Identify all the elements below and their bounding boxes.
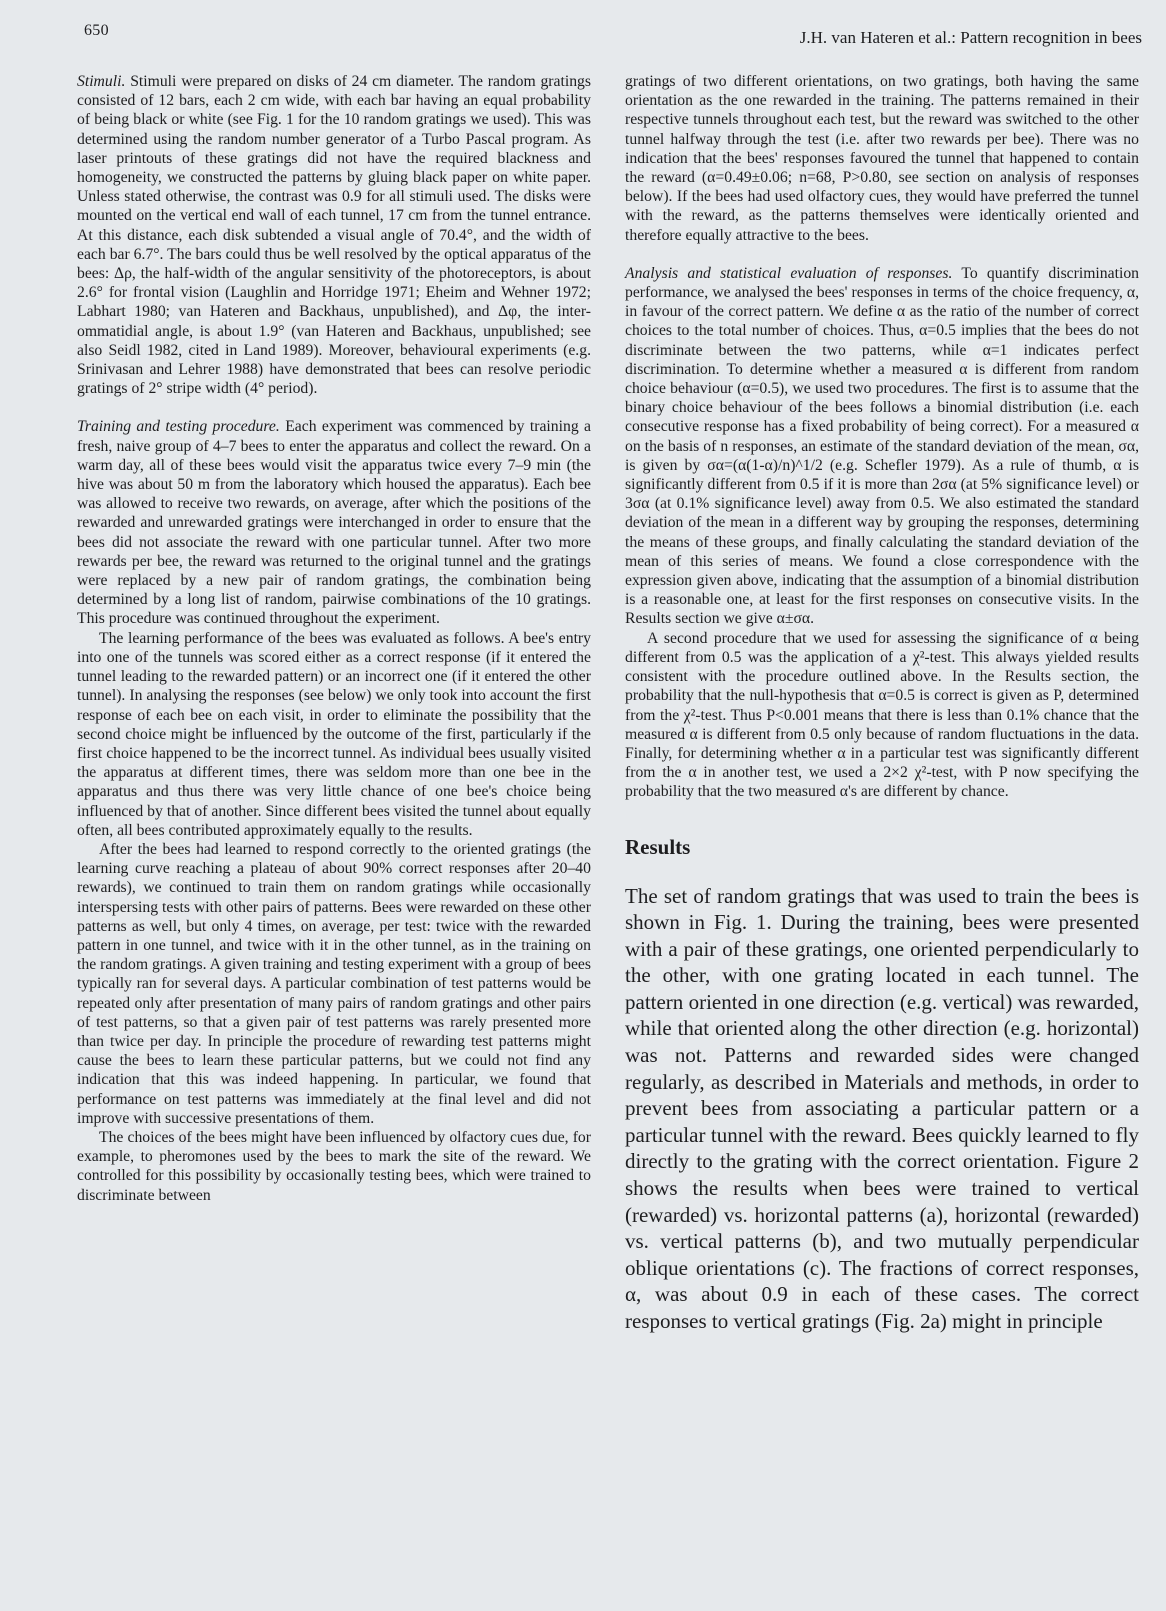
page-number: 650 [84,22,109,39]
stimuli-text: Stimuli were prepared on disks of 24 cm diameter. The random gratings consisted of 12 bars, each 2 cm wide, with each bar having an equal probability of being black or white (see Fig. 1 for the 10 random gratings we used). This was determined using the random number generator of a Turbo Pascal program. As laser printouts of these gratings did not have the required blackness and homogeneity, we constructed the patterns by gluing black paper on white paper. Unless stated otherwise, the contrast was 0.9 for all stimuli used. The disks were mounted on the vertical end wall of each tunnel, 17 cm from the tunnel entrance. At this distance, each disk subtended a visual angle of 70.4°, and the width of each bar 6.7°. The bars could thus be well resolved by the optical apparatus of the bees: Δρ, the half-width of the angular sensitivity of the photoreceptors, is about 2.6° for frontal vision (Laughlin and Horridge 1971; Eheim and Wehner 1972; Labhart 1980; van Hateren and Backhaus, unpublished), and Δφ, the inter-ommatidial angle, is about 1.9° (van Hateren and Backhaus, unpublished; see also Seidl 1982, cited in Land 1989). Moreover, behavioural experiments (e.g. Srinivasan and Lehrer 1988) have demonstrated that bees can resolve periodic gratings of 2° stripe width (4° period). [77,73,591,398]
results-paragraph: The set of random gratings that was used to train the bees is shown in Fig. 1. During the training, bees were presented with a pair of these gratings, one oriented perpendicularly to the other, with one grating located in each tunnel. The pattern oriented in one direction (e.g. vertical) was rewarded, while that oriented along the other direction (e.g. horizontal) was not. Patterns and rewarded sides were changed regularly, as described in Materials and methods, in order to prevent bees from associating a particular pattern or a particular tunnel with the reward. Bees quickly learned to fly directly to the grating with the correct orientation. Figure 2 shows the results when bees were trained to vertical (rewarded) vs. horizontal patterns (a), horizontal (rewarded) vs. vertical patterns (b), and two mutually perpendicular oblique orientations (c). The fractions of correct responses, α, was about 0.9 in each of these cases. The correct responses to vertical gratings (Fig. 2a) might in principle [625,883,1139,1334]
continuation-paragraph: gratings of two different orientations, on two gratings, both having the same orientation as the one rewarded in the training. The patterns remained in their respective tunnels throughout each test, but the reward was switched to the other tunnel halfway through the test (i.e. after two rewards per bee). There was no indication that the bees' responses favoured the tunnel that happened to contain the reward (α=0.49±0.06; n=68, P>0.80, see section on analysis of responses below). If the bees had used olfactory cues, they would have preferred the tunnel with the reward, as the patterns themselves were identically oriented and therefore equally attractive to the bees. [625,73,1139,244]
analysis-paragraph [625,264,1139,629]
learning-paragraph: The learning performance of the bees was evaluated as follows. A bee's entry into one of the tunnels was scored either as a correct response (if it entered the tunnel leading to the rewarded pattern) or an incorrect one (if it entered the other tunnel). In analysing the responses (see below) we only took into account the first response of each bee on each visit, in order to eliminate the possibility that the second choice might be influenced by the outcome of the first, particularly if the first choice happened to be the incorrect tunnel. As individual bees usually visited the apparatus at different times, there was seldom more than one bee in the apparatus and thus there was very little chance of one bee's choice being influenced by that of another. Since different bees visited the tunnel about equally often, all bees contributed approximately equally to the results. [77,629,591,839]
left-column [77,72,591,1205]
after-paragraph: After the bees had learned to respond correctly to the oriented gratings (the learning curve reaching a plateau of about 90% correct responses after 20–40 rewards), we continued to train them on random gratings while occasionally interspersing tests with other pairs of patterns. Bees were rewarded on these other patterns as well, but only 4 times, on average, per test: twice with the rewarded pattern in one tunnel, and twice with it in the other tunnel, as in the training on the random gratings. A given training and testing experiment with a group of bees typically ran for several days. A particular combination of test patterns would be repeated only after presentation of many pairs of random gratings and other pairs of test patterns, so that a given pair of test patterns was rarely presented more than twice per day. In principle the procedure of rewarding test patterns might cause the bees to learn these particular patterns, but we could not find any indication that this was indeed happening. In particular, we found that performance on test patterns was immediately at the final level and did not improve with successive presentations of them. [77,840,591,1127]
running-head: J.H. van Hateren et al.: Pattern recognition in bees [799,28,1142,47]
training-paragraph [77,417,591,628]
second-procedure-paragraph: A second procedure that we used for assessing the significance of α being different from 0.5 was the application of a χ²-test. This always yielded results consistent with the procedure outlined above. In the Results section, the probability that the null-hypothesis that α=0.5 is correct is given as P, determined from the χ²-test. Thus P<0.001 means that there is less than 0.1% chance that the measured α is different from 0.5 only because of random fluctuations in the data. Finally, for determining whether α in a particular test was significantly different from the α in another test, we used a 2×2 χ²-test, with P now specifying the probability that the two measured α's are different by chance. [625,629,1139,801]
right-column [625,72,1139,1335]
training-text: Each experiment was commenced by training a fresh, naive group of 4–7 bees to enter the apparatus and collect the reward. On a warm day, all of these bees would visit the apparatus twice every 7–9 min (the hive was about 50 m from the laboratory which housed the apparatus). Each bee was allowed to receive two rewards, on average, after which the positions of the rewarded and unrewarded gratings were interchanged in order to ensure that the bees did not associate the reward with one particular tunnel. After two more rewards per bee, the reward was returned to the original tunnel and the gratings were replaced by a new pair of random gratings, the combination being determined by a long list of random, pairwise combinations of the 10 gratings. This procedure was continued throughout the experiment. [77,418,592,628]
analysis-heading: Analysis and statistical evaluation of responses. [625,264,953,282]
choices-paragraph: The choices of the bees might have been influenced by olfactory cues due, for example, to pheromones used by the bees to mark the site of the reward. We controlled for this possibility by occasionally testing bees, which were trained to discriminate between [77,1128,591,1204]
stimuli-heading: Stimuli. [77,73,126,90]
training-heading: Training and testing procedure. [77,418,280,436]
results-heading: Results [625,834,691,859]
stimuli-paragraph [77,72,591,398]
analysis-text: To quantify discrimination performance, we analysed the bees' responses in terms of the choice frequency, α, in favour of the correct pattern. We define α as the ratio of the number of correct choices to the total number of choices. Thus, α=0.5 implies that the bees do not discriminate between the two patterns, while α=1 indicates perfect discrimination. To determine whether a measured α is different from random choice behaviour (α=0.5), we used two procedures. The first is to assume that the binary choice behaviour of the bees follows a binomial distribution (i.e. each consecutive response has a fixed probability of being correct). For a measured α on the basis of n responses, an estimate of the standard deviation of the mean, σα, is given by σα=(α(1-α)/n)^1/2 (e.g. Schefler 1979). As a rule of thumb, α is significantly different from 0.5 if it is more than 2σα (at 5% significance level) or 3σα (at 0.1% significance level) away from 0.5. We also estimated the standard deviation of the mean in a different way by grouping the responses, determining the means of these groups, and finally calculating the standard deviation of the mean of this series of means. We found a close correspondence with the expression given above, indicating that the assumption of a binomial distribution is a reasonable one, at least for the first responses on consecutive visits. In the Results section we give α±σα. [625,264,1140,628]
